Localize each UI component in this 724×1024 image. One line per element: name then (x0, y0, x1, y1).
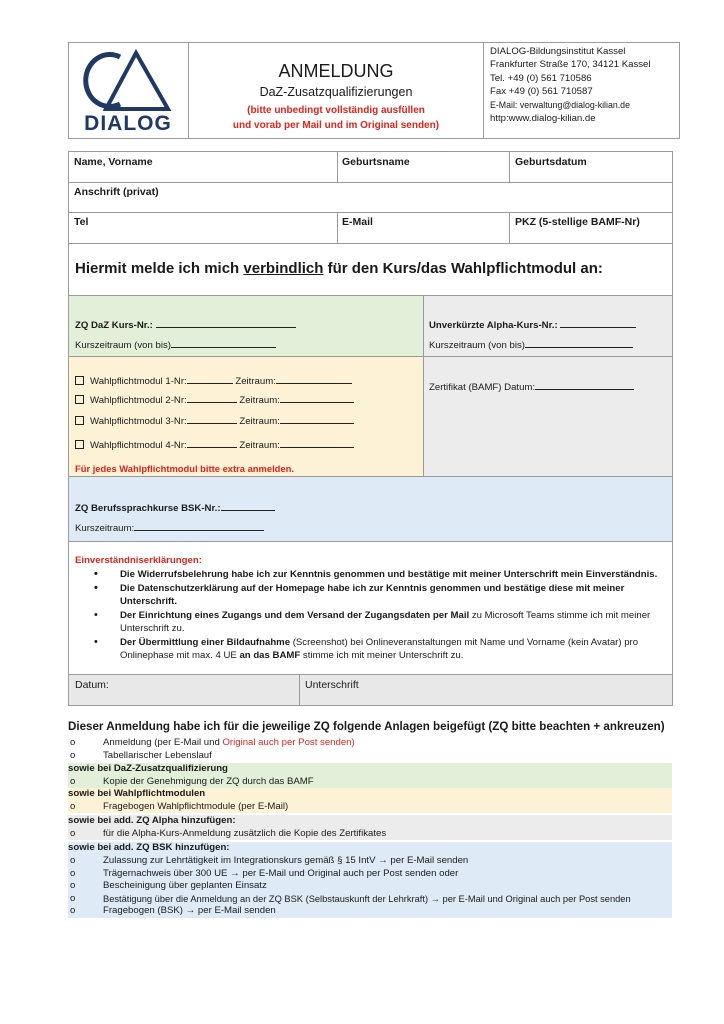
address-field[interactable]: Anschrift (privat) (74, 186, 159, 198)
consent-item-teams-bold: Der Einrichtung eines Zugangs und dem Versand der Zugangsdaten per Mail (120, 610, 470, 621)
section-alpha: sowie bei add. ZQ Alpha hinzufügen: (68, 815, 672, 828)
bsk-period[interactable] (75, 520, 264, 534)
module-2-period: Zeitraum: (239, 395, 280, 406)
module-4-number-blank[interactable] (187, 437, 237, 448)
signature-row (68, 674, 673, 706)
alpha-label-text: Unverkürzte Alpha-Kurs-Nr.: (429, 320, 558, 331)
bsk-label[interactable] (75, 500, 275, 514)
alpha-divider (423, 356, 673, 357)
attachment-teaching-permit-bullet: o (70, 855, 76, 866)
birthname-field[interactable]: Geburtsname (342, 156, 410, 168)
attachment-alpha-certificate-bullet: o (70, 827, 76, 839)
attachment-registration-red: Original auch per Post senden) (222, 737, 355, 748)
module-1-label: Wahlpflichtmodul 1-Nr: (90, 376, 187, 387)
module-4-period: Zeitraum: (239, 440, 280, 451)
module-3-label: Wahlpflichtmodul 3-Nr: (90, 416, 187, 427)
zq-daz-label[interactable] (75, 317, 296, 331)
personal-col-line-2a (509, 151, 510, 182)
registration-heading (75, 260, 603, 277)
zq-daz-label-text: ZQ DaZ Kurs-Nr.: (75, 320, 153, 331)
consent-item-revocation: • Die Widerrufsbelehrung habe ich zur Kenntnis genommen und bestätige mit meiner Unterschrift mein Einverständnis. (70, 568, 666, 581)
heading-pre: Hiermit melde ich mich (75, 260, 244, 277)
consent-list-wrap (70, 568, 666, 663)
module-row-1[interactable] (75, 373, 352, 387)
zq-daz-number-blank[interactable] (156, 317, 296, 328)
zq-daz-period-text: Kurszeitraum (von bis) (75, 340, 171, 351)
contact-phone: Tel. +49 (0) 561 710586 (490, 72, 592, 84)
module-2-period-blank[interactable] (280, 392, 354, 403)
contact-website: http:www.dialog-kilian.de (490, 113, 596, 125)
attachments-title: Dieser Anmeldung habe ich für die jeweilige ZQ folgende Anlagen beigefügt (ZQ bitte beachten + ankreuzen) (68, 720, 665, 733)
alpha-number-blank[interactable] (560, 317, 636, 328)
module-row-4[interactable] (75, 437, 354, 451)
consent-item-privacy: • Die Datenschutzerklärung auf der Homepage habe ich zur Kenntnis genommen und bestätige diese mit meiner Unterschrift. (70, 582, 666, 608)
module-3-number-blank[interactable] (187, 413, 237, 424)
alpha-label[interactable] (429, 317, 636, 331)
zq-daz-period-blank[interactable] (171, 337, 276, 348)
alpha-period-blank[interactable] (525, 337, 633, 348)
module-4-label: Wahlpflichtmodul 4-Nr: (90, 440, 187, 451)
bsk-period-blank[interactable] (134, 520, 264, 531)
attachment-registration-bullet: o (70, 737, 76, 748)
consent-item-screenshot-end: stimme ich mit meiner Unterschrift zu. (300, 650, 464, 661)
attachment-teaching-permit-text: Zulassung zur Lehrtätigkeit im Integrationskurs gemäß § 15 IntV → per E-Mail senden (103, 855, 469, 866)
attachment-bsk-questionnaire-text: Fragebogen (BSK) → per E-Mail senden (103, 905, 276, 916)
personal-row-line-1 (68, 182, 673, 183)
form-note-1: (bitte unbedingt vollständig ausfüllen (247, 105, 425, 116)
signature-field[interactable]: Unterschrift (305, 679, 359, 691)
personal-col-line-2b (509, 212, 510, 244)
heading-post: für den Kurs/das Wahlpflichtmodul an: (323, 260, 603, 277)
header-divider-right (483, 42, 484, 139)
email-field[interactable]: E-Mail (342, 216, 373, 228)
module-4-checkbox[interactable] (75, 440, 84, 449)
consent-item-screenshot (70, 636, 666, 662)
attachment-registration-text: Anmeldung (per E-Mail und (103, 737, 223, 748)
attachment-wpm-questionnaire-text: Fragebogen Wahlpflichtmodule (per E-Mail) (103, 800, 289, 812)
attachment-planned-assignment-bullet: o (70, 880, 76, 891)
section-daz: sowie bei DaZ-Zusatzqualifizierung (68, 763, 672, 776)
consent-item-screenshot-mid: (Screenshot) bei Onlineveranstaltungen mit Name und Vorname (kein Avatar) pro Onlinephase mit max. 4 UE (120, 637, 639, 661)
module-4-period-blank[interactable] (280, 437, 354, 448)
birthdate-field[interactable]: Geburtsdatum (515, 156, 587, 168)
contact-block (490, 45, 651, 125)
personal-row-line-2 (68, 212, 673, 213)
bsk-number-blank[interactable] (221, 500, 275, 511)
module-1-period: Zeitraum: (235, 376, 276, 387)
heading-underlined: verbindlich (243, 260, 324, 277)
consent-item-screenshot-bamf: an das BAMF (239, 650, 301, 661)
consent-list (70, 568, 666, 662)
attachment-planned-assignment[interactable] (68, 880, 672, 893)
alpha-period-text: Kurszeitraum (von bis) (429, 340, 525, 351)
certificate-date-blank[interactable] (535, 379, 634, 390)
attachment-provider-proof-text: Trägernachweis über 300 UE → per E-Mail und Original auch per Post senden oder (103, 867, 459, 879)
contact-email: E-Mail: verwaltung@dialog-kilian.de (490, 99, 630, 110)
alpha-period[interactable] (429, 337, 633, 351)
attachment-bsk-questionnaire-bullet: o (70, 905, 76, 916)
module-3-checkbox[interactable] (75, 416, 84, 425)
form-subtitle: DaZ-Zusatzqualifizierungen (259, 85, 413, 99)
bsk-label-text: ZQ Berufssprachkurse BSK-Nr.: (75, 503, 221, 514)
attachment-cv-text: Tabellarischer Lebenslauf (103, 750, 212, 761)
zq-daz-period[interactable] (75, 337, 276, 351)
module-3-period: Zeitraum: (239, 416, 280, 427)
form-note-2: und vorab per Mail und im Original senden) (232, 120, 440, 131)
contact-fax: Fax +49 (0) 561 710587 (490, 86, 593, 98)
attachment-wpm-questionnaire[interactable] (68, 801, 672, 814)
contact-institute: DIALOG-Bildungsinstitut Kassel (490, 46, 626, 57)
attachment-bsk-questionnaire[interactable] (68, 905, 672, 918)
personal-col-line-1a (337, 151, 338, 182)
certificate-date[interactable] (429, 379, 634, 393)
consent-item-teams (70, 609, 666, 635)
attachment-bsk-confirmation[interactable] (68, 893, 672, 906)
attachment-provider-proof-bullet: o (70, 867, 76, 879)
personal-col-line-1b (337, 212, 338, 244)
consent-title: Einverständniserklärungen: (75, 555, 202, 566)
certificate-date-text: Zertifikat (BAMF) Datum: (429, 382, 536, 393)
module-2-number-blank[interactable] (187, 392, 237, 403)
module-1-period-blank[interactable] (276, 373, 352, 384)
form-title: ANMELDUNG (278, 61, 394, 81)
attachment-planned-assignment-text: Bescheinigung über geplanten Einsatz (103, 880, 267, 891)
attachment-wpm-questionnaire-bullet: o (70, 800, 76, 812)
module-2-label: Wahlpflichtmodul 2-Nr: (90, 395, 187, 406)
attachment-provider-proof[interactable] (68, 868, 672, 881)
attachment-bamf-approval-text: Kopie der Genehmigung der ZQ durch das BAMF (103, 775, 314, 787)
signature-divider (299, 674, 300, 706)
date-field[interactable]: Datum: (75, 679, 109, 691)
bsk-period-text: Kurszeitraum: (75, 523, 135, 534)
modules-note: Für jedes Wahlpflichtmodul bitte extra anmelden. (75, 463, 294, 474)
attachment-teaching-permit[interactable] (68, 855, 672, 868)
attachment-registration[interactable] (68, 737, 672, 750)
module-row-2[interactable] (75, 392, 354, 406)
attachment-bamf-approval[interactable] (68, 776, 672, 789)
consent-item-teams-rest: zu Microsoft Teams stimme ich mit meiner Unterschrift zu. (120, 610, 651, 634)
attachment-alpha-certificate[interactable] (68, 828, 672, 841)
attachment-bsk-confirmation-bullet: o (70, 892, 76, 904)
module-1-checkbox[interactable] (75, 376, 84, 385)
attachment-bsk-confirmation-text: Bestätigung über die Anmeldung an der ZQ BSK (Selbstauskunft der Lehrkraft) → per E-Mail und Original auch per Post senden (103, 893, 631, 904)
attachment-bamf-approval-bullet: o (70, 775, 76, 787)
attachment-cv-bullet: o (70, 750, 76, 761)
name-field[interactable]: Name, Vorname (74, 156, 153, 168)
contact-address: Frankfurter Straße 170, 34121 Kassel (490, 59, 651, 71)
module-row-3[interactable] (75, 413, 354, 427)
section-bsk: sowie bei add. ZQ BSK hinzufügen: (68, 842, 672, 855)
section-wpm: sowie bei Wahlpflichtmodulen (68, 788, 672, 801)
pkz-field[interactable]: PKZ (5-stellige BAMF-Nr) (515, 216, 640, 228)
module-1-number-blank[interactable] (187, 373, 233, 384)
tel-field[interactable]: Tel (74, 216, 89, 228)
logo-wordmark: DIALOG (84, 112, 172, 135)
attachment-alpha-certificate-text: für die Alpha-Kurs-Anmeldung zusätzlich die Kopie des Zertifikates (103, 827, 387, 839)
module-2-checkbox[interactable] (75, 395, 84, 404)
module-3-period-blank[interactable] (280, 413, 354, 424)
consent-item-screenshot-bold: Der Übermittlung einer Bildaufnahme (120, 637, 291, 648)
attachment-cv[interactable] (68, 750, 672, 763)
